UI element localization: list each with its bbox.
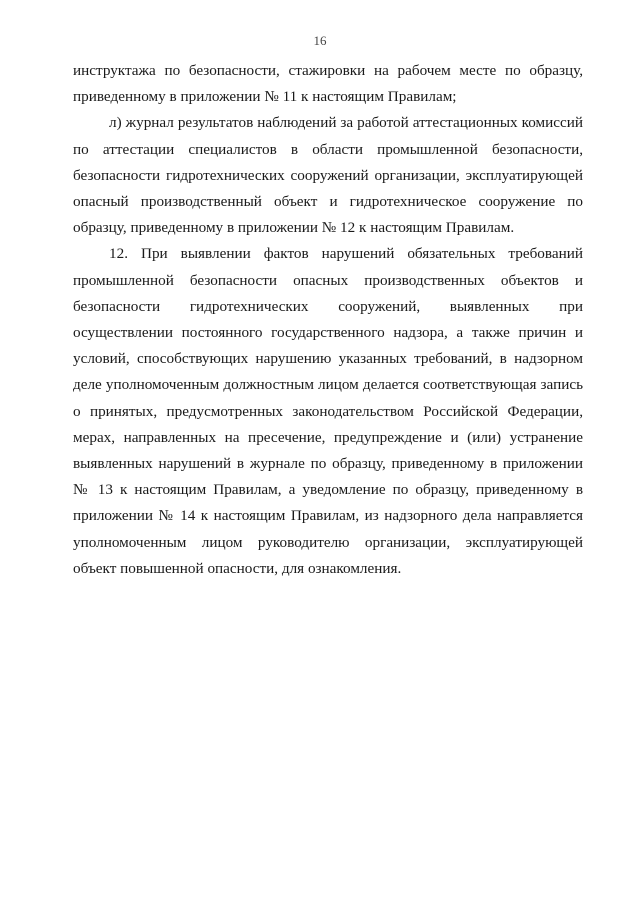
page-number: 16 (313, 33, 327, 48)
paragraph-continuation: инструктажа по безопасности, стажировки на рабочем месте по образцу, приведенному в приложении № 11 к настоящим Правилам; (73, 62, 583, 106)
paragraph-12: 12. При выявлении фактов нарушений обязательных требований промышленной безопасности опасных производственных объектов и безопасности гидротехнических сооружений, выявленных при осуществлении постоянного государственного надзора, а также причин и условий, способствующих нарушению указанных требований, в надзорном деле уполномоченным должностным лицом делается соответствующая запись о принятых, предусмотренных законодательством Российской Федерации, мерах, направленных на пресечение, предупреждение и (или) устранение выявленных нарушений в журнале по образцу, приведенному в приложении № 13 к настоящим Правилам, а уведомление по образцу, приведенному в приложении № 14 к настоящим Правилам, из надзорного дела направляется уполномоченным лицом руководителю организации, эксплуатирующей объект повышенной опасности, для ознакомления. (73, 245, 583, 577)
document-body (73, 58, 583, 582)
paragraph-item-l: л) журнал результатов наблюдений за работой аттестационных комиссий по аттестации специалистов в области промышленной безопасности, безопасности гидротехнических сооружений организации, эксплуатирующей опасный производственный объект и гидротехническое сооружение по образцу, приведенному в приложении № 12 к настоящим Правилам. (73, 114, 583, 237)
